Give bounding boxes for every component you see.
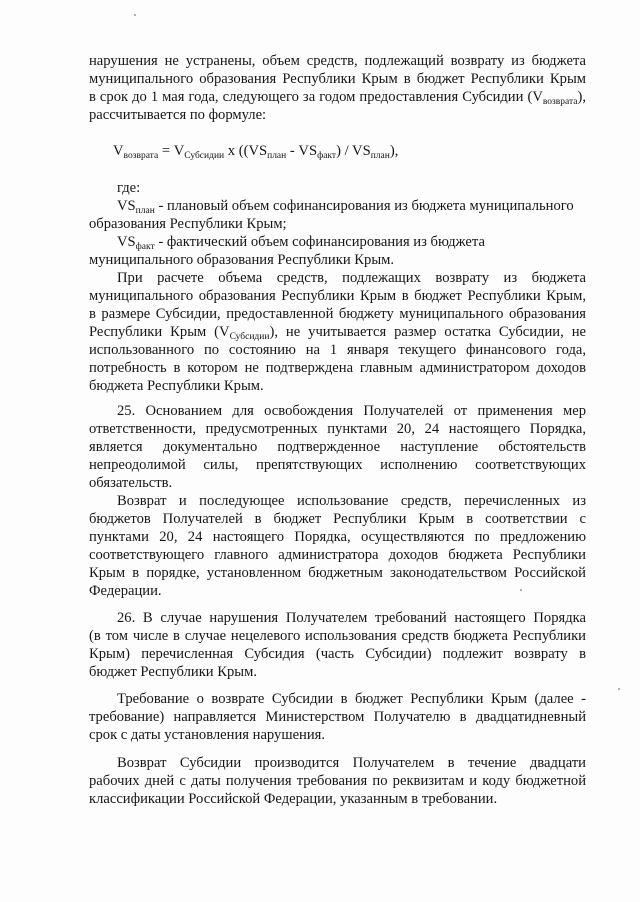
text-line: рассчитывается по формуле: xyxy=(89,107,267,123)
text-line: 26. В случае нарушения Получателем требований настоящего Порядка xyxy=(117,610,586,626)
text-line: $VS_{план}$ - плановый объем софинансирования из бюджета муниципального xyxy=(117,198,574,216)
text-line: непреодолимой силы, препятствующих исполнению соответствующих xyxy=(89,457,586,473)
text-line: соответствующего главного администратора доходов бюджета Республики xyxy=(89,547,586,563)
text-line: бюджета Республики Крым. xyxy=(89,378,264,394)
paragraph-return xyxy=(89,754,586,808)
paragraph-requirement xyxy=(89,690,586,744)
definitions xyxy=(89,197,586,395)
formula: $V_{возврата} = V_{Субсидии}$ x $((VS_{план} - VS_{факт}) / VS_{план})$, xyxy=(113,143,399,161)
text-line: $VS_{факт}$ - фактический объем софинансирования из бюджета xyxy=(117,234,485,252)
text-line: Возврат Субсидии производится Получателем в течение двадцати xyxy=(117,755,586,771)
scan-speck xyxy=(618,688,620,690)
where-label: где: xyxy=(117,180,141,196)
text-line: бюджетов Получателей в бюджет Республики Крым в соответствии с xyxy=(89,511,586,527)
text-line: нарушения не устранены, объем средств, подлежащий возврату из бюджета xyxy=(89,53,586,69)
text-line: Возврат и последующее использование средств, перечисленных из xyxy=(117,493,586,509)
text-line: муниципального образования Республики Крым в бюджет Республики Крым, xyxy=(89,288,586,304)
text-line: требование) направляется Министерством Получателю в двадцатидневный xyxy=(89,709,586,725)
text-line: срок с даты установления нарушения. xyxy=(89,727,326,743)
text-line: в размере Субсидии, предоставленной бюджету муниципального образования xyxy=(89,306,586,322)
text-line: Республики Крым $(V_{Субсидии})$, не учитывается размер остатка Субсидии, не xyxy=(89,324,586,342)
paragraph-26 xyxy=(89,609,586,681)
text-line: бюджет Республики Крым. xyxy=(89,664,257,680)
text-line: При расчете объема средств, подлежащих возврату из бюджета xyxy=(117,270,586,286)
text-line: муниципального образования Республики Крым в бюджет Республики Крым xyxy=(89,71,586,87)
text-line: пунктами 20, 24 настоящего Порядка, осуществляются по предложению xyxy=(89,529,586,545)
text-line: образования Республики Крым; xyxy=(89,216,287,232)
text-line: рабочих дней с даты получения требования по реквизитам и коду бюджетной xyxy=(89,773,586,789)
text-line: муниципального образования Республики Крым. xyxy=(89,252,395,268)
text-line: 25. Основанием для освобождения Получателей от применения мер xyxy=(117,403,586,419)
text-line: Требование о возврате Субсидии в бюджет Республики Крым (далее - xyxy=(117,691,586,707)
text-line: Крым в порядке, установленном бюджетным законодательством Российской xyxy=(89,565,586,581)
text-line: обязательств. xyxy=(89,475,173,491)
paragraph-intro xyxy=(89,52,586,124)
text-line: в срок до 1 мая года, следующего за годом предоставления Субсидии $(V_{возврата})$, xyxy=(89,89,586,107)
text-line: Федерации. xyxy=(89,583,162,599)
text-line: потребность в котором не подтверждена главным администратором доходов xyxy=(89,360,586,376)
text-line: Крым) перечисленная Субсидия (часть Субсидии) подлежит возврату в xyxy=(89,646,586,662)
text-line: классификации Российской Федерации, указанным в требовании. xyxy=(89,791,498,807)
text-line: использованного по состоянию на 1 января текущего финансового года, xyxy=(89,342,586,358)
text-line: (в том числе в случае нецелевого использования средств бюджета Республики xyxy=(89,628,586,644)
paragraph-25 xyxy=(89,402,586,492)
text-line: ответственности, предусмотренных пунктами 20, 24 настоящего Порядка, xyxy=(89,421,586,437)
scan-speck xyxy=(134,14,136,16)
text-line: является документально подтвержденное наступление обстоятельств xyxy=(89,439,586,455)
paragraph-25-return xyxy=(89,492,586,600)
